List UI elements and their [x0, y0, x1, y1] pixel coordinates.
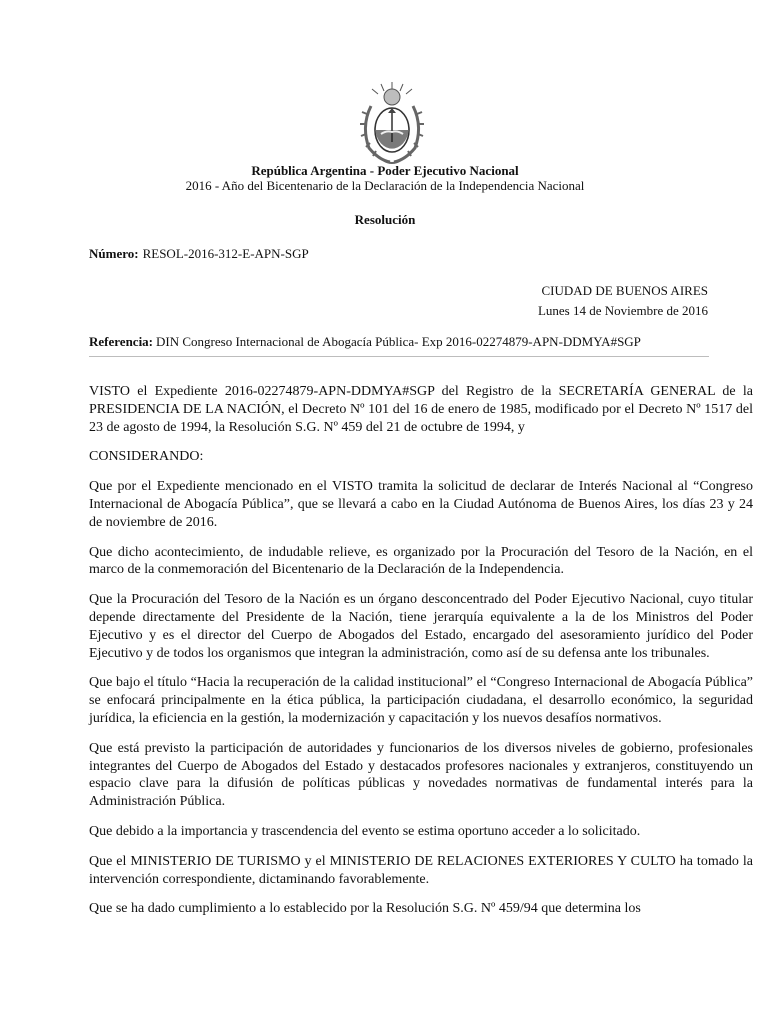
- reference-label: Referencia:: [89, 334, 154, 349]
- paragraph: Que debido a la importancia y trascendencia del evento se estima oportuno acceder a lo solicitado.: [89, 823, 641, 839]
- resolution-number: [89, 246, 309, 262]
- header-title: República Argentina - Poder Ejecutivo Nacional: [251, 163, 519, 178]
- coat-of-arms-seal: [357, 80, 427, 168]
- date: Lunes 14 de Noviembre de 2016: [537, 303, 708, 318]
- paragraph: Que el MINISTERIO DE TURISMO y el MINISTERIO DE RELACIONES EXTERIORES Y CULTO ha tomado la intervención correspondiente, dictaminando favorablemente.: [89, 853, 753, 887]
- paragraph: Que dicho acontecimiento, de indudable relieve, es organizado por la Procuración del Tesoro de la Nación, en el marco de la conmemoración del Bicentenario de la Declaración de la Independencia.: [89, 544, 753, 578]
- paragraph: Que se ha dado cumplimiento a lo establecido por la Resolución S.G. Nº 459/94 que determina los: [89, 901, 641, 917]
- document-type: Resolución: [354, 212, 416, 227]
- city: CIUDAD DE BUENOS AIRES: [541, 283, 708, 298]
- header-subtitle: 2016 - Año del Bicentenario de la Declaración de la Independencia Nacional: [185, 178, 585, 193]
- divider: [89, 356, 709, 357]
- paragraph-considerando: CONSIDERANDO:: [89, 449, 204, 465]
- paragraph: Que por el Expediente mencionado en el VISTO tramita la solicitud de declarar de Interés Nacional al “Congreso Internacional de Abogacía Pública”, que se llevará a cabo en la Ciudad Autónoma de Buenos Aires, los días 23 y 24 de noviembre de 2016.: [89, 479, 753, 530]
- paragraph-visto: VISTO el Expediente 2016-02274879-APN-DDMYA#SGP del Registro de la SECRETARÍA GENERAL de la PRESIDENCIA DE LA NACIÓN, el Decreto Nº 101 del 16 de enero de 1985, modificado por el Decreto Nº 1517 del 23 de agosto de 1994, la Resolución S.G. Nº 459 del 21 de octubre de 1994, y: [89, 384, 753, 435]
- paragraph: Que bajo el título “Hacia la recuperación de la calidad institucional” el “Congreso Internacional de Abogacía Pública” se enfocará principalmente en la ética pública, la participación ciudadana, el desarrollo económico, la seguridad jurídica, la eficiencia en la gestión, la modernización y capacitación y los nuevos desafíos normativos.: [89, 675, 753, 726]
- document-body: [89, 383, 753, 930]
- reference: [89, 334, 641, 350]
- resolution-number-value: RESOL-2016-312-E-APN-SGP: [142, 246, 309, 261]
- place-date: [538, 281, 708, 321]
- paragraph: Que la Procuración del Tesoro de la Nación es un órgano desconcentrado del Poder Ejecutivo Nacional, cuyo titular depende directamente del Presidente de la Nación, tiene jerarquía equivalente a la de los Ministros del Poder Ejecutivo y es el director del Cuerpo de Abogados del Estado, encargado del asesoramiento jurídico del Poder Ejecutivo y de todos los organismos que integran la administración, como así de su defensa ante los tribunales.: [89, 592, 753, 661]
- reference-value: DIN Congreso Internacional de Abogacía Pública- Exp 2016-02274879-APN-DDMYA#SGP: [156, 334, 641, 349]
- paragraph: Que está previsto la participación de autoridades y funcionarios de los diversos niveles de gobierno, profesionales integrantes del Cuerpo de Abogados del Estado y destacados profesores nacionales y extranjeros, constituyendo un espacio clave para la difusión de políticas públicas y novedades normativas de fundamental interés para la Administración Pública.: [89, 740, 753, 810]
- resolution-number-label: Número:: [89, 246, 139, 261]
